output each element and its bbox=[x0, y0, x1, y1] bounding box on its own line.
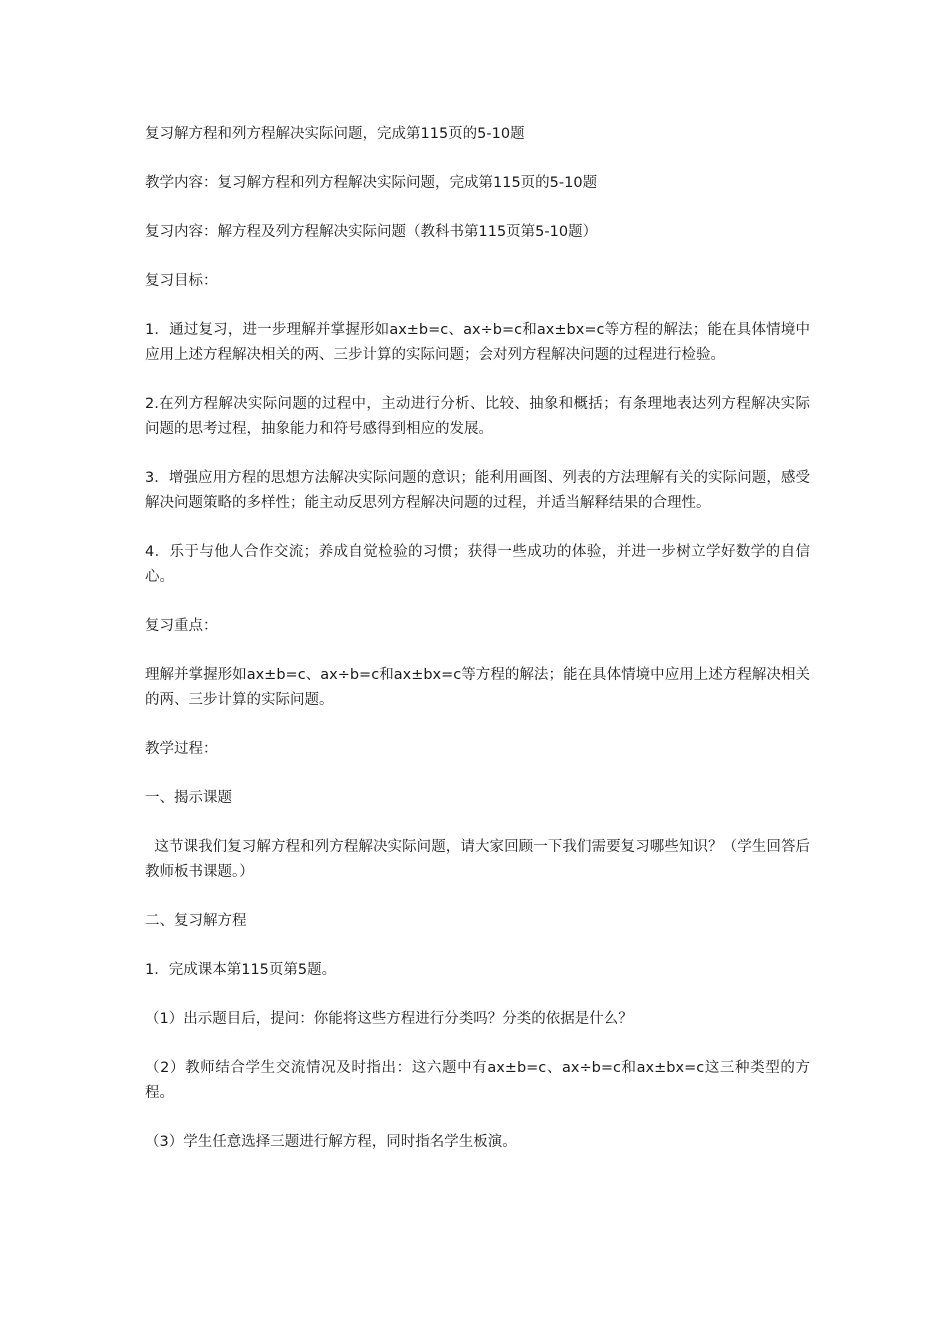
section-1-text: 这节课我们复习解方程和列方程解决实际问题，请大家回顾一下我们需要复习哪些知识？（学生回答后教师板书课题。） bbox=[145, 839, 811, 880]
exercise-step-2: （2）教师结合学生交流情况及时指出：这六题中有ax±b=c、ax÷b=c和ax±bx=c这三种类型的方程。 bbox=[145, 1060, 810, 1101]
document-title: 复习解方程和列方程解决实际问题，完成第115页的5-10题 bbox=[145, 126, 525, 142]
exercise-step-1: （1）出示题目后，提问：你能将这些方程进行分类吗？分类的依据是什么？ bbox=[145, 1011, 633, 1027]
teaching-process-heading: 教学过程： bbox=[145, 741, 218, 757]
teaching-content: 教学内容：复习解方程和列方程解决实际问题，完成第115页的5-10题 bbox=[145, 175, 598, 191]
exercise-step-3: （3）学生任意选择三题进行解方程，同时指名学生板演。 bbox=[145, 1134, 517, 1150]
goal-item-2: 2.在列方程解决实际问题的过程中，主动进行分析、比较、抽象和概括；有条理地表达列方程解决实际问题的思考过程，抽象能力和符号感得到相应的发展。 bbox=[145, 396, 810, 437]
goal-item-4: 4．乐于与他人合作交流；养成自觉检验的习惯；获得一些成功的体验，并进一步树立学好数学的自信心。 bbox=[145, 544, 810, 585]
review-content: 复习内容：解方程及列方程解决实际问题（教科书第115页第5-10题） bbox=[145, 224, 598, 240]
section-2-heading: 二、复习解方程 bbox=[145, 913, 247, 929]
review-focus-heading: 复习重点： bbox=[145, 618, 218, 634]
exercise-item-1: 1．完成课本第115页第5题。 bbox=[145, 962, 337, 978]
section-1-heading: 一、揭示课题 bbox=[145, 790, 232, 806]
goal-item-1: 1．通过复习，进一步理解并掌握形如ax±b=c、ax÷b=c和ax±bx=c等方程的解法；能在具体情境中应用上述方程解决相关的两、三步计算的实际问题；会对列方程解决问题的过程进行检验。 bbox=[145, 322, 810, 363]
review-goals-heading: 复习目标： bbox=[145, 273, 218, 289]
review-focus-text: 理解并掌握形如ax±b=c、ax÷b=c和ax±bx=c等方程的解法；能在具体情境中应用上述方程解决相关的两、三步计算的实际问题。 bbox=[145, 667, 810, 708]
goal-item-3: 3．增强应用方程的思想方法解决实际问题的意识；能利用画图、列表的方法理解有关的实际问题，感受解决问题策略的多样性；能主动反思列方程解决问题的过程，并适当解释结果的合理性。 bbox=[145, 470, 810, 511]
document-body bbox=[145, 122, 810, 1179]
